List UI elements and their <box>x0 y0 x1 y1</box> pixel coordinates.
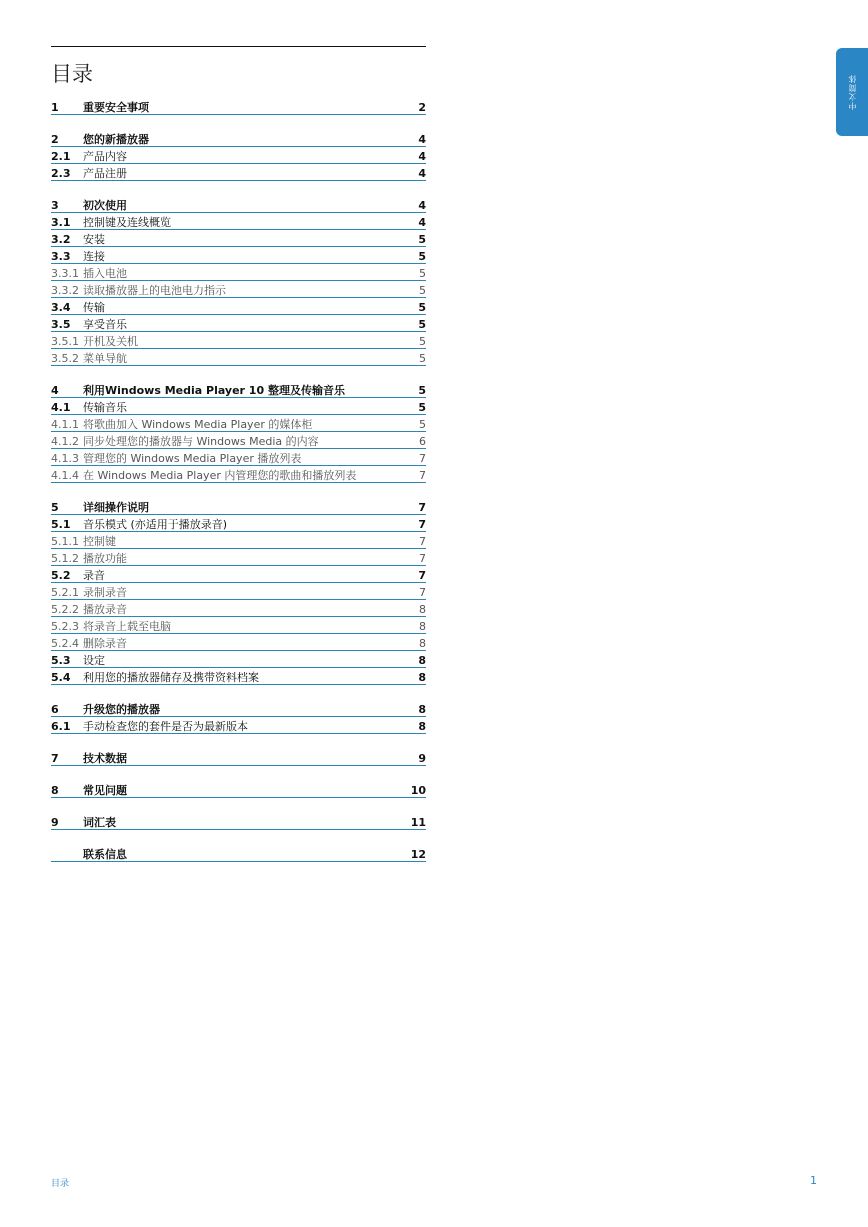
toc-entry-page: 10 <box>410 784 426 797</box>
toc-entry-page: 8 <box>419 603 426 616</box>
toc-entry[interactable] <box>51 750 426 766</box>
toc-entry-page: 7 <box>419 469 426 482</box>
toc-entry-page: 5 <box>418 401 426 414</box>
page-title: 目录 <box>51 62 93 86</box>
toc-entry-number: 3.5 <box>51 318 71 331</box>
toc-entry-title: 传输音乐 <box>83 401 127 414</box>
toc-entry-number: 4 <box>51 384 59 397</box>
toc-entry[interactable] <box>51 282 426 298</box>
toc-entry-title: 插入电池 <box>83 267 127 280</box>
toc-entry-number: 1 <box>51 101 59 114</box>
toc-entry-page: 8 <box>418 671 426 684</box>
toc-entry[interactable] <box>51 669 426 685</box>
toc-entry-number: 5.1.2 <box>51 552 79 565</box>
toc-entry-number: 5.3 <box>51 654 71 667</box>
toc-entry-page: 4 <box>418 199 426 212</box>
toc-entry-page: 7 <box>419 552 426 565</box>
toc-entry-number: 8 <box>51 784 59 797</box>
toc-entry[interactable] <box>51 814 426 830</box>
toc-entry[interactable] <box>51 265 426 281</box>
toc-entry[interactable] <box>51 635 426 651</box>
toc-entry-page: 2 <box>418 101 426 114</box>
toc-entry-title: 同步处理您的播放器与 Windows Media 的内容 <box>83 435 319 448</box>
top-rule <box>51 46 426 47</box>
toc-entry-number: 2.1 <box>51 150 71 163</box>
toc-entry-title: 手动检查您的套件是否为最新版本 <box>83 720 248 733</box>
toc-entry-number: 5.2.3 <box>51 620 79 633</box>
toc-entry[interactable] <box>51 231 426 247</box>
toc-entry-number: 3.4 <box>51 301 71 314</box>
footer-label: 目录 <box>51 1179 70 1189</box>
toc-entry-page: 7 <box>418 518 426 531</box>
footer-page-number: 1 <box>810 1174 817 1187</box>
toc-entry[interactable] <box>51 450 426 466</box>
toc-entry[interactable] <box>51 399 426 415</box>
toc-entry-title: 常见问题 <box>83 784 127 797</box>
toc-entry-page: 8 <box>418 654 426 667</box>
toc-entry[interactable] <box>51 248 426 264</box>
toc-entry[interactable] <box>51 148 426 164</box>
toc-entry-number: 5.2 <box>51 569 71 582</box>
toc-entry-title: 重要安全事项 <box>83 101 149 114</box>
toc-entry-title: 详细操作说明 <box>83 501 149 514</box>
toc-entry[interactable] <box>51 533 426 549</box>
toc-entry-title: 初次使用 <box>83 199 127 212</box>
toc-entry-page: 4 <box>418 167 426 180</box>
toc-entry-page: 6 <box>419 435 426 448</box>
toc-entry-page: 5 <box>418 318 426 331</box>
toc-entry[interactable] <box>51 333 426 349</box>
toc-entry-page: 8 <box>419 620 426 633</box>
toc-entry-page: 7 <box>419 535 426 548</box>
toc-entry[interactable] <box>51 350 426 366</box>
toc-entry-title: 技术数据 <box>83 752 127 765</box>
toc-entry[interactable] <box>51 433 426 449</box>
toc-entry-page: 5 <box>419 284 426 297</box>
toc-entry-number: 2.3 <box>51 167 71 180</box>
toc-entry-number: 9 <box>51 816 59 829</box>
toc-entry-title: 设定 <box>83 654 105 667</box>
toc-entry[interactable] <box>51 299 426 315</box>
toc-entry-title: 词汇表 <box>83 816 116 829</box>
toc-entry[interactable] <box>51 516 426 532</box>
toc-entry-number: 5.2.1 <box>51 586 79 599</box>
toc-entry[interactable] <box>51 165 426 181</box>
toc-entry[interactable] <box>51 618 426 634</box>
toc-entry-page: 7 <box>419 452 426 465</box>
toc-entry[interactable] <box>51 550 426 566</box>
toc-entry-page: 8 <box>418 703 426 716</box>
toc-entry-title: 产品内容 <box>83 150 127 163</box>
toc-entry-page: 5 <box>418 384 426 397</box>
toc-entry-title: 控制键及连线概览 <box>83 216 171 229</box>
toc-entry-number: 3.1 <box>51 216 71 229</box>
toc-entry[interactable] <box>51 601 426 617</box>
toc-entry-title: 删除录音 <box>83 637 127 650</box>
toc-entry-page: 5 <box>419 335 426 348</box>
toc-entry-number: 3.5.2 <box>51 352 79 365</box>
toc-entry-title: 控制键 <box>83 535 116 548</box>
toc-entry-number: 5.1 <box>51 518 71 531</box>
toc-entry-page: 4 <box>418 133 426 146</box>
toc-entry-number: 3.2 <box>51 233 71 246</box>
table-of-contents <box>51 99 426 863</box>
toc-entry[interactable] <box>51 197 426 213</box>
toc-entry[interactable] <box>51 701 426 717</box>
toc-entry-page: 7 <box>419 586 426 599</box>
toc-entry-number: 5.2.4 <box>51 637 79 650</box>
toc-entry-page: 7 <box>418 501 426 514</box>
toc-entry-title: 升级您的播放器 <box>83 703 160 716</box>
toc-entry-number: 3.5.1 <box>51 335 79 348</box>
toc-entry-title: 利用您的播放器储存及携带资料档案 <box>83 671 259 684</box>
language-tab-label: 中文简体 <box>847 74 857 110</box>
toc-entry-title: 录制录音 <box>83 586 127 599</box>
toc-entry-page: 4 <box>418 216 426 229</box>
toc-entry-title: 产品注册 <box>83 167 127 180</box>
toc-entry-page: 5 <box>418 233 426 246</box>
toc-entry-title: 开机及关机 <box>83 335 138 348</box>
toc-entry[interactable] <box>51 499 426 515</box>
toc-entry-number: 4.1.3 <box>51 452 79 465</box>
toc-entry-title: 连接 <box>83 250 105 263</box>
toc-entry-page: 5 <box>419 267 426 280</box>
toc-entry[interactable] <box>51 718 426 734</box>
toc-entry[interactable] <box>51 467 426 483</box>
toc-entry-title: 播放录音 <box>83 603 127 616</box>
toc-entry-title: 读取播放器上的电池电力指示 <box>83 284 226 297</box>
toc-entry-page: 5 <box>418 301 426 314</box>
toc-entry-title: 将录音上载至电脑 <box>83 620 171 633</box>
toc-entry-number: 4.1.4 <box>51 469 79 482</box>
toc-entry-title: 管理您的 Windows Media Player 播放列表 <box>83 452 302 465</box>
toc-entry[interactable] <box>51 382 426 398</box>
toc-entry-number: 3.3.1 <box>51 267 79 280</box>
toc-entry-title: 安装 <box>83 233 105 246</box>
toc-entry-number: 4.1.1 <box>51 418 79 431</box>
toc-entry-number: 7 <box>51 752 59 765</box>
toc-entry-number: 6.1 <box>51 720 71 733</box>
toc-entry-number: 5.2.2 <box>51 603 79 616</box>
toc-entry-title: 录音 <box>83 569 105 582</box>
toc-entry-title: 将歌曲加入 Windows Media Player 的媒体柜 <box>83 418 313 431</box>
toc-entry-page: 5 <box>419 418 426 431</box>
toc-entry[interactable] <box>51 214 426 230</box>
toc-entry-page: 8 <box>419 637 426 650</box>
toc-entry-page: 5 <box>419 352 426 365</box>
toc-entry-title: 您的新播放器 <box>83 133 149 146</box>
toc-entry-page: 9 <box>418 752 426 765</box>
toc-entry-number: 4.1.2 <box>51 435 79 448</box>
toc-entry[interactable] <box>51 131 426 147</box>
toc-entry-number: 3 <box>51 199 59 212</box>
toc-entry-number: 5.4 <box>51 671 71 684</box>
toc-entry-number: 6 <box>51 703 59 716</box>
toc-entry-page: 5 <box>418 250 426 263</box>
toc-entry[interactable] <box>51 652 426 668</box>
toc-entry-page: 12 <box>410 848 426 861</box>
toc-entry[interactable] <box>51 316 426 332</box>
toc-entry[interactable] <box>51 416 426 432</box>
toc-entry-page: 4 <box>418 150 426 163</box>
toc-entry-title: 利用Windows Media Player 10 整理及传输音乐 <box>83 384 345 397</box>
toc-entry-page: 7 <box>418 569 426 582</box>
toc-entry-title: 音乐模式 (亦适用于播放录音) <box>83 518 228 531</box>
toc-entry-number: 3.3 <box>51 250 71 263</box>
toc-entry[interactable] <box>51 567 426 583</box>
toc-entry[interactable] <box>51 846 426 862</box>
language-tab <box>836 48 868 136</box>
toc-entry[interactable] <box>51 584 426 600</box>
toc-entry-number: 4.1 <box>51 401 71 414</box>
toc-entry[interactable] <box>51 782 426 798</box>
toc-entry-page: 11 <box>410 816 426 829</box>
toc-entry-number: 3.3.2 <box>51 284 79 297</box>
toc-entry-page: 8 <box>418 720 426 733</box>
toc-entry-title: 传输 <box>83 301 105 314</box>
toc-entry-number: 5.1.1 <box>51 535 79 548</box>
toc-entry-number: 2 <box>51 133 59 146</box>
toc-entry-title: 菜单导航 <box>83 352 127 365</box>
toc-entry-title: 享受音乐 <box>83 318 127 331</box>
toc-entry-title: 联系信息 <box>83 848 127 861</box>
toc-entry-number: 5 <box>51 501 59 514</box>
toc-entry-title: 播放功能 <box>83 552 127 565</box>
toc-entry[interactable] <box>51 99 426 115</box>
toc-entry-title: 在 Windows Media Player 内管理您的歌曲和播放列表 <box>83 469 357 482</box>
